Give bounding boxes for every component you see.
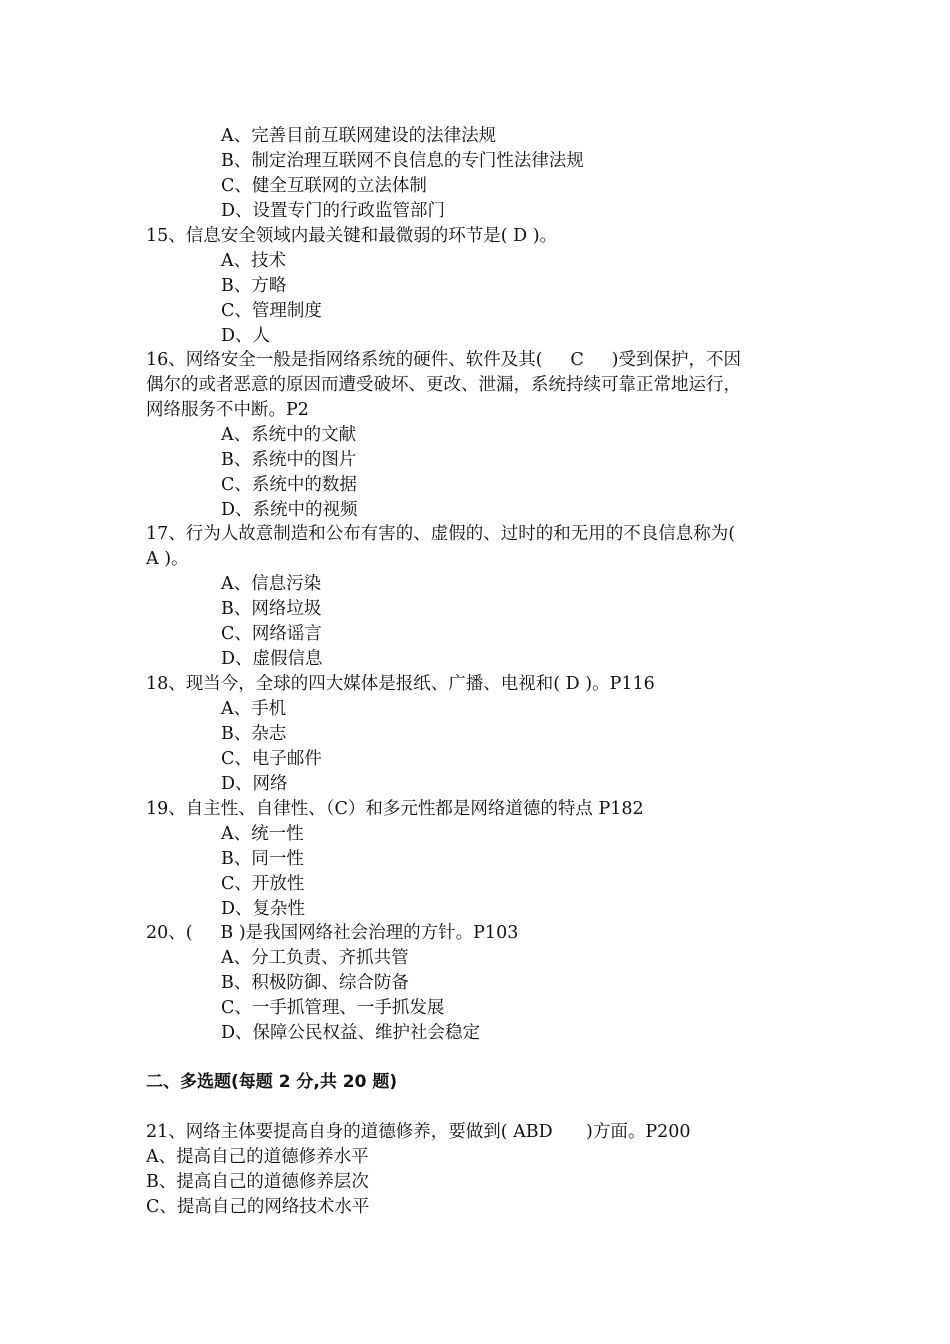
q18-question: 18、现当今，全球的四大媒体是报纸、广播、电视和( D )。P116 [146, 674, 655, 694]
q16-question-line3: 网络服务不中断。P2 [146, 400, 309, 420]
q18-option-c: C、电子邮件 [221, 749, 322, 769]
q21-option-a: A、提高自己的道德修养水平 [146, 1147, 369, 1167]
q15-option-c: C、管理制度 [221, 301, 322, 321]
q19-question: 19、自主性、自律性、（C）和多元性都是网络道德的特点 P182 [146, 799, 644, 819]
q14-option-b: B、制定治理互联网不良信息的专门性法律法规 [221, 151, 584, 171]
q18-option-b: B、杂志 [221, 724, 287, 744]
q16-option-a: A、系统中的文献 [221, 425, 357, 445]
q16-option-c: C、系统中的数据 [221, 475, 357, 495]
q19-option-b: B、同一性 [221, 849, 304, 869]
q19-option-c: C、开放性 [221, 874, 305, 894]
q21-option-c: C、提高自己的网络技术水平 [146, 1197, 370, 1217]
q17-question-line2: A )。 [146, 549, 189, 569]
q14-option-d: D、设置专门的行政监管部门 [221, 201, 446, 221]
section-title-multiple-choice: 二、多选题(每题 2 分,共 20 题) [146, 1072, 398, 1092]
q15-option-d: D、人 [221, 326, 271, 346]
q16-question-line2: 偶尔的或者恶意的原因而遭受破坏、更改、泄漏，系统持续可靠正常地运行， [146, 375, 741, 395]
q15-option-b: B、方略 [221, 276, 287, 296]
q17-option-d: D、虚假信息 [221, 649, 323, 669]
q20-option-b: B、积极防御、综合防备 [221, 973, 409, 993]
q15-question: 15、信息安全领域内最关键和最微弱的环节是( D )。 [146, 226, 558, 246]
q16-question-line1: 16、网络安全一般是指网络系统的硬件、软件及其( C )受到保护，不因 [146, 350, 741, 370]
q19-option-a: A、统一性 [221, 824, 304, 844]
q18-option-d: D、网络 [221, 774, 288, 794]
q16-option-d: D、系统中的视频 [221, 500, 358, 520]
q15-option-a: A、技术 [221, 251, 287, 271]
q17-option-a: A、信息污染 [221, 574, 322, 594]
q21-option-b: B、提高自己的道德修养层次 [146, 1172, 369, 1192]
q17-option-c: C、网络谣言 [221, 624, 322, 644]
q18-option-a: A、手机 [221, 699, 287, 719]
q16-option-b: B、系统中的图片 [221, 450, 357, 470]
q20-option-d: D、保障公民权益、维护社会稳定 [221, 1023, 481, 1043]
q21-question: 21、网络主体要提高自身的道德修养，要做到( ABD )方面。P200 [146, 1122, 691, 1142]
q14-option-c: C、健全互联网的立法体制 [221, 176, 427, 196]
q14-option-a: A、完善目前互联网建设的法律法规 [221, 126, 497, 146]
q20-option-c: C、一手抓管理、一手抓发展 [221, 998, 445, 1018]
q17-question-line1: 17、行为人故意制造和公布有害的、虚假的、过时的和无用的不良信息称为( [146, 524, 736, 544]
q20-question: 20、( B )是我国网络社会治理的方针。P103 [146, 923, 519, 943]
q17-option-b: B、网络垃圾 [221, 599, 322, 619]
q20-option-a: A、分工负责、齐抓共管 [221, 948, 409, 968]
q19-option-d: D、复杂性 [221, 899, 306, 919]
